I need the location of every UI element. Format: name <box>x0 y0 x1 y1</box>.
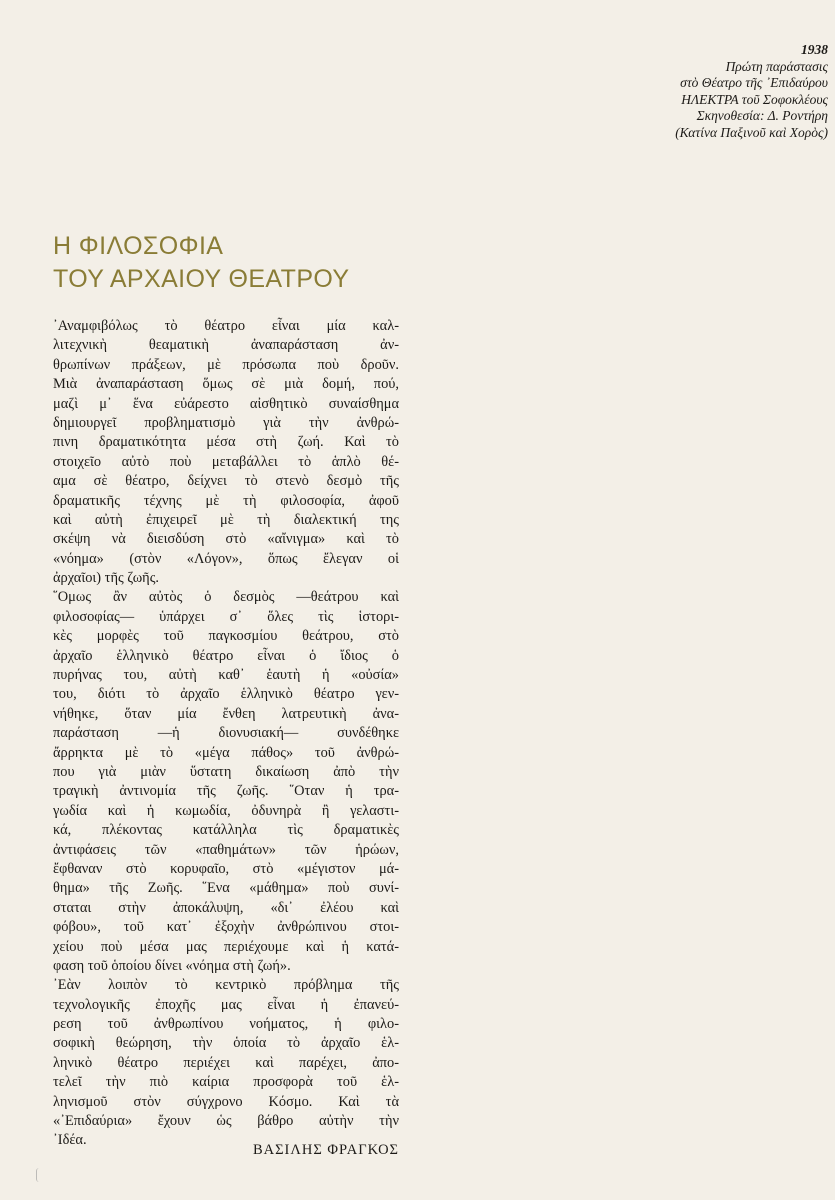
body-line: νήθηκε, ὅταν μία ἔνθεη λατρευτικὴ ἀνα- <box>53 705 399 722</box>
body-line: φιλοσοφίας— ὑπάρχει σ᾿ ὅλες τὶς ἱστορι- <box>53 608 399 625</box>
body-line: δραματικῆς τέχνης μὲ τὴ φιλοσοφία, ἀφοῦ <box>53 492 399 509</box>
author-signature: ΒΑΣΙΛΗΣ ΦΡΑΓΚΟΣ <box>252 1142 399 1158</box>
body-line: που γιὰ μιὰν ὕστατη δικαίωση ἀπὸ τὴν <box>53 763 399 780</box>
body-line: μαζὶ μ᾿ ἕνα εὐάρεστο αἰσθητικὸ συναίσθημα <box>53 395 399 412</box>
body-line: τραγικὴ ἀντινομία τῆς ζωῆς. ῞Οταν ἡ τρα- <box>53 783 399 800</box>
caption-line: Σκηνοθεσία: Δ. Ροντήρη <box>696 108 828 123</box>
body-line: παράσταση —ἡ διονυσιακή— συνδέθηκε <box>53 725 399 742</box>
body-line: ἀρχαῖο ἑλληνικὸ θέατρο εἶναι ὁ ἴδιος ὁ <box>53 647 399 664</box>
title-line-2: ΤΟΥ ΑΡΧΑΙΟΥ ΘΕΑΤΡΟΥ <box>53 265 350 293</box>
body-line: ἄρρηκτα μὲ τὸ «μέγα πάθος» τοῦ ἀνθρώ- <box>53 744 399 761</box>
body-line: ἀντιφάσεις τῶν «παθημάτων» τῶν ἡρώων, <box>53 841 399 858</box>
page-edge-mark <box>36 1168 43 1182</box>
body-line: θρωπίνων πράξεων, μὲ πρόσωπα ποὺ δροῦν. <box>53 356 399 373</box>
caption-line: (Κατίνα Παξινοῦ καὶ Χορὸς) <box>675 124 828 140</box>
body-line: ληνικὸ θέατρο περιέχει καὶ παρέχει, ἀπο- <box>53 1054 399 1071</box>
body-line: τελεῖ τὴν πιὸ καίρια προσφορὰ τοῦ ἑλ- <box>53 1074 399 1091</box>
body-line: «᾿Επιδαύρια» ἔχουν ὡς βάθρο αὐτὴν τὴν <box>53 1113 399 1130</box>
article-title <box>53 230 350 296</box>
body-line: πινη δραματικότητα μέσα στὴ ζωή. Καὶ τὸ <box>53 434 399 451</box>
body-line: φαση τοῦ ὁποίου δίνει «νόημα στὴ ζωή». <box>53 957 291 974</box>
body-line: αμα σὲ θέατρο, δείχνει τὸ στενὸ δεσμὸ τῆς <box>53 473 399 490</box>
body-line: θημα» τῆς Ζωῆς. ῞Ενα «μάθημα» ποὺ συνί- <box>53 880 399 897</box>
body-line: ᾿Εὰν λοιπὸν τὸ κεντρικὸ πρόβλημα τῆς <box>53 977 399 994</box>
body-line: Μιὰ ἀναπαράσταση ὅμως σὲ μιὰ δομή, πού, <box>53 376 399 393</box>
body-line: καὶ αὐτὴ ἐπιχειρεῖ μὲ τὴ διαλεκτική της <box>53 511 399 528</box>
body-line: του, διότι τὸ ἀρχαῖο ἑλληνικὸ θέατρο γεν- <box>53 686 399 703</box>
body-line: ἀρχαῖοι) τῆς ζωῆς. <box>53 570 159 587</box>
body-line: σκέψη νὰ διεισδύση στὸ «αἴνιγμα» καὶ τὸ <box>53 531 399 548</box>
body-line: ἔφθαναν στὸ κορυφαῖο, στὸ «μέγιστον μά- <box>53 860 399 877</box>
photo-caption <box>408 42 828 141</box>
body-line: χείου ποὺ μέσα μας περιέχουμε καὶ ἡ κατά- <box>53 938 399 955</box>
body-line: ρεση τοῦ ἀνθρωπίνου νοήματος, ἡ φιλο- <box>53 1016 399 1033</box>
body-line: σταται στὴν ἀποκάλυψη, «δι᾿ ἐλέου καὶ <box>53 899 399 916</box>
body-line: «νόημα» (στὸν «Λόγον», ὅπως ἔλεγαν οἱ <box>53 550 399 567</box>
title-line-1: Η ΦΙΛΟΣΟΦΙΑ <box>53 232 224 260</box>
body-line: γωδία καὶ ἡ κωμωδία, ὀδυνηρὰ ἢ γελαστι- <box>53 802 399 819</box>
body-line: τεχνολογικῆς ἐποχῆς μας εἶναι ἡ ἐπανεύ- <box>53 996 399 1013</box>
body-line: ᾿Ιδέα. <box>53 1132 87 1149</box>
body-line: σοφικὴ θεώρηση, τὴν ὁποία τὸ ἀρχαῖο ἑλ- <box>53 1035 399 1052</box>
body-line: κὲς μορφὲς τοῦ παγκοσμίου θεάτρου, στὸ <box>53 628 399 645</box>
body-line: στοιχεῖο αὐτὸ ποὺ μεταβάλλει τὸ ἁπλὸ θέ- <box>53 453 399 470</box>
body-line: ῞Ομως ἂν αὐτὸς ὁ δεσμὸς —θεάτρου καὶ <box>53 589 399 606</box>
body-line: δημιουργεῖ προβληματισμὸ γιὰ τὴν ἀνθρώ- <box>53 414 399 431</box>
body-line: φόβου», τοῦ κατ᾿ ἐξοχὴν ἀνθρώπινου στοι- <box>53 919 399 936</box>
body-line: λιτεχνικὴ θεαματικὴ ἀναπαράσταση ἀν- <box>53 337 399 354</box>
article-body <box>53 317 399 1151</box>
body-line: κά, πλέκοντας κατάλληλα τὶς δραματικὲς <box>53 822 399 839</box>
caption-line: Πρώτη παράστασις <box>725 58 828 74</box>
body-line: ληνισμοῦ στὸν σύγχρονο Κόσμο. Καὶ τὰ <box>53 1093 399 1110</box>
caption-line: ΗΛΕΚΤΡΑ τοῦ Σοφοκλέους <box>681 91 828 107</box>
body-line: πυρήνας του, αὐτὴ καθ᾿ ἑαυτὴ ἡ «οὐσία» <box>53 667 399 684</box>
caption-line: στὸ Θέατρο τῆς ᾿Επιδαύρου <box>680 75 828 90</box>
body-line: ᾿Αναμφιβόλως τὸ θέατρο εἶναι μία καλ- <box>53 318 399 334</box>
caption-year: 1938 <box>801 42 828 57</box>
